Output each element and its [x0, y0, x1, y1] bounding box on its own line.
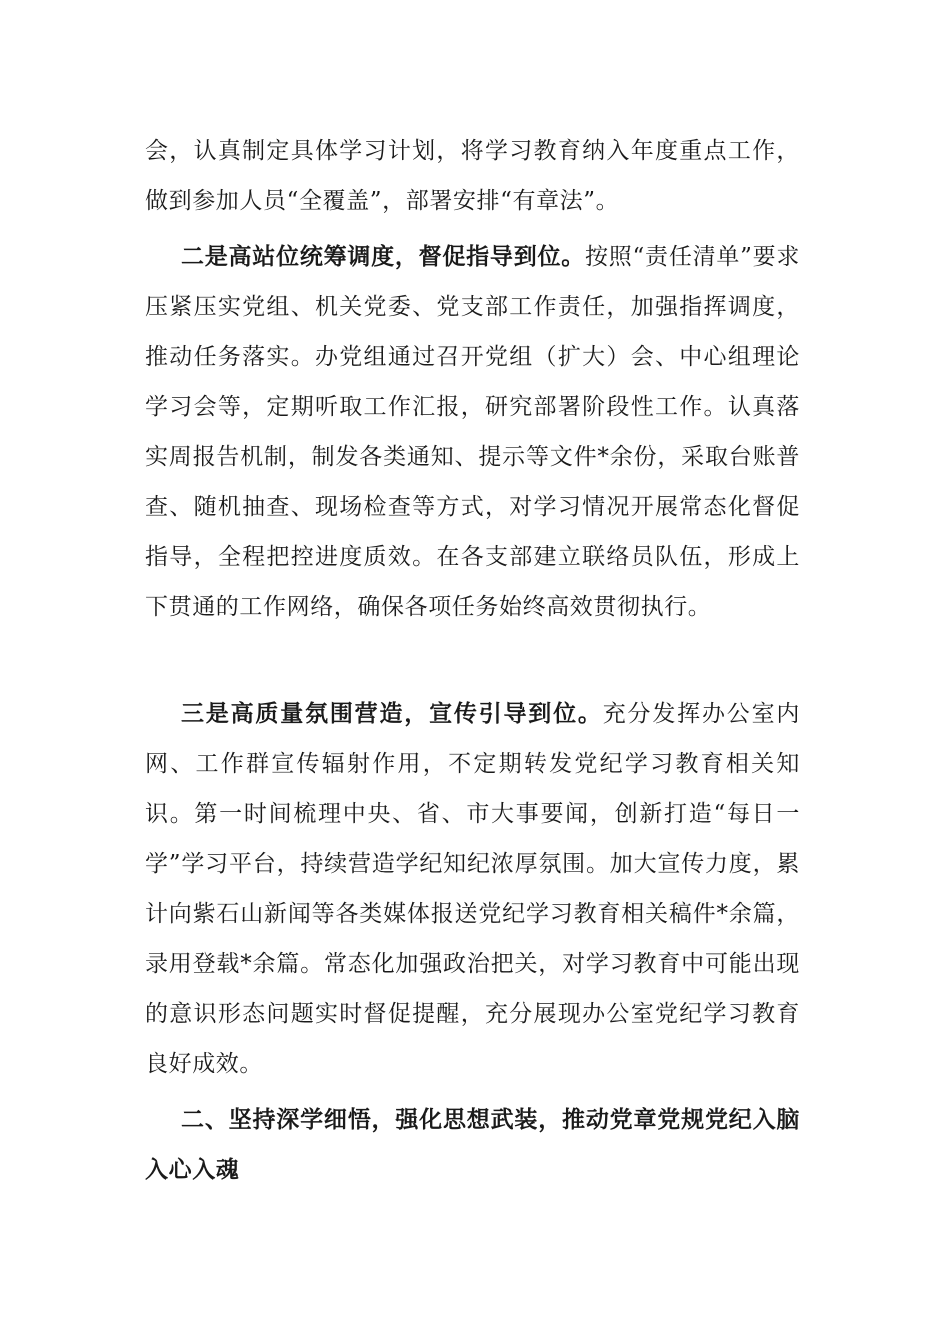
paragraph-lead: 二是高站位统筹调度，督促指导到位。: [181, 243, 585, 270]
paragraph-lead: 三是高质量氛围营造，宣传引导到位。: [181, 700, 603, 727]
paragraph-publicity: [145, 689, 800, 1089]
paragraph-text: 充分发挥办公室内网、工作群宣传辐射作用，不定期转发党纪学习教育相关知识。第一时间梳理中央、省、市大事要闻，创新打造“每日一学”学习平台，持续营造学纪知纪浓厚氛围。加大宣传力度，累计向紫石山新闻等各类媒体报送党纪学习教育相关稿件*余篇，录用登载*余篇。常态化加强政治把关，对学习教育中可能出现的意识形态问题实时督促提醒，充分展现办公室党纪学习教育良好成效。: [145, 701, 800, 1077]
paragraph-continuation: [145, 126, 800, 226]
paragraph-coordination: [145, 232, 800, 632]
paragraph-text: 会，认真制定具体学习计划，将学习教育纳入年度重点工作，做到参加人员“全覆盖”，部署安排“有章法”。: [145, 138, 800, 214]
paragraph-text: 按照“责任清单”要求压紧压实党组、机关党委、党支部工作责任，加强指挥调度，推动任务落实。办党组通过召开党组（扩大）会、中心组理论学习会等，定期听取工作汇报，研究部署阶段性工作。认真落实周报告机制，制发各类通知、提示等文件*余份，采取台账普查、随机抽查、现场检查等方式，对学习情况开展常态化督促指导，全程把控进度质效。在各支部建立联络员队伍，形成上下贯通的工作网络，确保各项任务始终高效贯彻执行。: [145, 244, 800, 620]
section-heading: 二、坚持深学细悟，强化思想武装，推动党章党规党纪入脑入心入魂: [145, 1106, 800, 1183]
